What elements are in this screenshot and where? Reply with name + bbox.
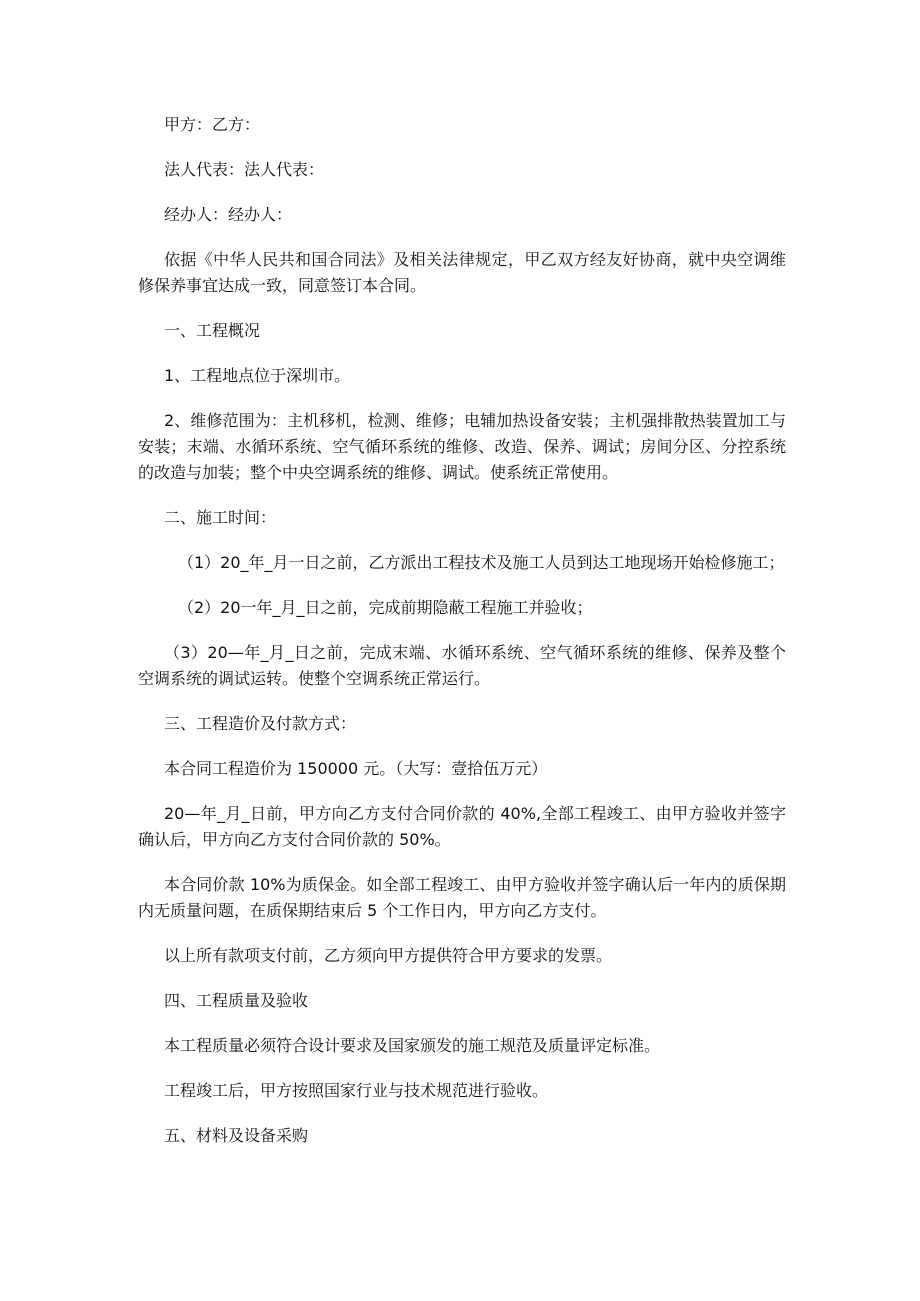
clause-time-1: （1）20_年_月一日之前，乙方派出工程技术及施工人员到达工地现场开始检修施工； [178,553,785,572]
section-heading-project-overview: 一、工程概况 [164,321,261,340]
contract-document [138,112,786,1168]
clause-project-location: 1、工程地点位于深圳市。 [164,366,351,385]
handler-line: 经办人：经办人： [164,205,293,224]
clause-retention: 本合同价款 10%为质保金。如全部工程竣工、由甲方验收并签字确认后一年内的质保期内无质量问题，在质保期结束后 5 个工作日内，甲方向乙方支付。 [138,875,786,920]
legal-representative-line: 法人代表：法人代表： [164,160,325,179]
section-heading-construction-time: 二、施工时间： [164,508,277,527]
preamble-paragraph: 依据《中华人民共和国合同法》及相关法律规定，甲乙双方经友好协商，就中央空调维修保养事宜达成一致，同意签订本合同。 [138,250,786,295]
clause-time-2: （2）20一年_月_日之前，完成前期隐蔽工程施工并验收； [178,598,593,617]
clause-time-3: （3）20—年_月_日之前，完成末端、水循环系统、空气循环系统的维修、保养及整个空调系统的调试运转。使整个空调系统正常运行。 [138,643,786,688]
clause-acceptance: 工程竣工后，甲方按照国家行业与技术规范进行验收。 [164,1081,549,1100]
clause-payment-schedule: 20—年_月_日前，甲方向乙方支付合同价款的 40%,全部工程竣工、由甲方验收并签字确认后，甲方向乙方支付合同价款的 50%。 [138,804,786,849]
section-heading-quality-acceptance: 四、工程质量及验收 [164,991,309,1010]
clause-quality-standard: 本工程质量必须符合设计要求及国家颁发的施工规范及质量评定标准。 [164,1036,661,1055]
section-heading-cost-payment: 三、工程造价及付款方式： [164,714,357,733]
section-heading-materials-equipment: 五、材料及设备采购 [164,1126,309,1145]
clause-invoice: 以上所有款项支付前，乙方须向甲方提供符合甲方要求的发票。 [164,946,613,965]
clause-repair-scope: 2、维修范围为：主机移机，检测、维修；电辅加热设备安装；主机强排散热装置加工与安装；末端、水循环系统、空气循环系统的维修、改造、保养、调试；房间分区、分控系统的改造与加装；整个中央空调系统的维修、调试。使系统正常使用。 [138,411,786,482]
clause-contract-price: 本合同工程造价为 150000 元。（大写：壹拾伍万元） [164,759,548,778]
parties-line: 甲方：乙方： [164,115,261,134]
